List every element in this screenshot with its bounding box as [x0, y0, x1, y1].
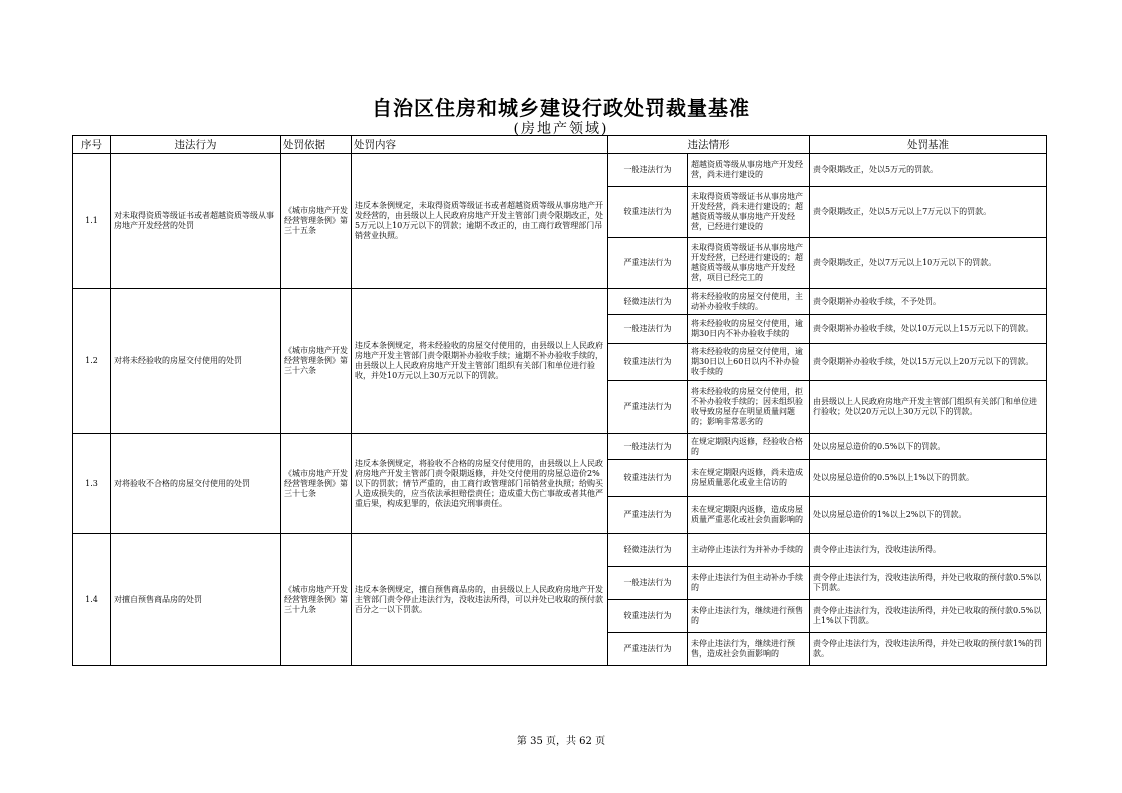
circumstance-text: 将未经验收的房屋交付使用，拒不补办验收手续的；因未组织验收导致房屋存在明显质量问题的；影响非常恶劣的	[691, 387, 803, 426]
standard-cell: 处以房屋总造价的0.5%以下的罚款。	[810, 434, 1047, 460]
circumstance-cell	[688, 187, 810, 238]
basis-cell: 《城市房地产开发经营管理条例》第三十七条	[281, 434, 352, 534]
violation-cell: 对擅自预售商品房的处罚	[111, 534, 281, 666]
standard-cell: 责令限期补办验收手续，处以15万元以上20万元以下的罚款。	[810, 344, 1047, 381]
standard-cell: 责令停止违法行为，没收违法所得，并处已收取的预付款1%的罚款。	[810, 633, 1047, 666]
circumstance-cell	[688, 633, 810, 666]
page-footer: 第 35 页，共 62 页	[516, 736, 606, 747]
circumstance-text: 未在规定期限内返修，造成房屋质量严重恶化或社会负面影响的	[691, 505, 803, 524]
circumstance-cell	[688, 497, 810, 534]
basis-cell: 《城市房地产开发经营管理条例》第三十九条	[281, 534, 352, 666]
standard-cell: 责令限期改正，处以5万元的罚款。	[810, 154, 1047, 187]
table-row	[73, 534, 1047, 567]
severity-cell: 严重违法行为	[608, 497, 688, 534]
header-num: 序号	[73, 136, 111, 154]
violation-cell: 对将验收不合格的房屋交付使用的处罚	[111, 434, 281, 534]
header-basis: 处罚依据	[281, 136, 352, 154]
severity-cell: 一般违法行为	[608, 154, 688, 187]
circumstance-cell	[688, 344, 810, 381]
severity-cell: 较重违法行为	[608, 460, 688, 497]
standard-cell: 责令停止违法行为，没收违法所得，并处已收取的预付款0.5%以上1%以下罚款。	[810, 600, 1047, 633]
circumstance-cell	[688, 534, 810, 567]
circumstance-cell	[688, 567, 810, 600]
basis-cell: 《城市房地产开发经营管理条例》第三十五条	[281, 154, 352, 289]
violation-cell: 对未取得资质等级证书或者超越资质等级从事房地产开发经营的处罚	[111, 154, 281, 289]
circumstance-text: 主动停止违法行为并补办手续的	[691, 545, 803, 554]
circumstance-text: 将未经验收的房屋交付使用，主动补办验收手续的。	[691, 291, 803, 311]
standard-cell: 责令限期改正，处以7万元以上10万元以下的罚款。	[810, 238, 1047, 289]
penalty-standard-table	[72, 135, 1047, 666]
circumstance-text: 未停止违法行为，继续进行预售，造成社会负面影响的	[691, 639, 795, 658]
standard-cell: 责令限期补办验收手续，不予处罚。	[810, 289, 1047, 315]
document-subtitle: (房地产领域)	[513, 121, 609, 137]
circumstance-text: 未停止违法行为，继续进行预售的	[691, 606, 803, 625]
content-cell: 违反本条例规定，擅自预售商品房的，由县级以上人民政府房地产开发主管部门责令停止违法行为，没收违法所得，可以并处已收取的预付款百分之一以下罚款。	[352, 534, 608, 666]
table-header-row	[73, 136, 1047, 154]
circumstance-text: 超越资质等级从事房地产开发经营，尚未进行建设的	[691, 160, 803, 179]
severity-cell: 一般违法行为	[608, 567, 688, 600]
circumstance-text: 未取得资质等级证书从事房地产开发经营，已经进行建设的；超越资质等级从事房地产开发经营，项目已经完工的	[691, 243, 803, 282]
severity-cell: 较重违法行为	[608, 344, 688, 381]
row-num: 1.3	[73, 434, 111, 534]
document-title: 自治区住房和城乡建设行政处罚裁量基准	[372, 96, 750, 120]
circumstance-cell	[688, 460, 810, 497]
row-num: 1.2	[73, 289, 111, 434]
content-cell: 违反本条例规定，将未经验收的房屋交付使用的，由县级以上人民政府房地产开发主管部门责令限期补办验收手续；逾期不补办验收手续的，由县级以上人民政府房地产开发主管部门组织有关部门和单位进行验收，并处10万元以上30万元以下的罚款。	[352, 289, 608, 434]
circumstance-text: 未在规定期限内返修，尚未造成房屋质量恶化或业主信访的	[691, 468, 803, 487]
circumstance-cell	[688, 238, 810, 289]
standard-cell: 责令限期改正，处以5万元以上7万元以下的罚款。	[810, 187, 1047, 238]
circumstance-cell	[688, 154, 810, 187]
severity-cell: 较重违法行为	[608, 600, 688, 633]
severity-cell: 严重违法行为	[608, 381, 688, 434]
severity-cell: 严重违法行为	[608, 238, 688, 289]
circumstance-cell	[688, 289, 810, 315]
circumstance-cell	[688, 600, 810, 633]
circumstance-cell	[688, 315, 810, 344]
header-violation: 违法行为	[111, 136, 281, 154]
table-row	[73, 154, 1047, 187]
severity-cell: 轻微违法行为	[608, 534, 688, 567]
standard-cell: 处以房屋总造价的1%以上2%以下的罚款。	[810, 497, 1047, 534]
violation-cell: 对将未经验收的房屋交付使用的处罚	[111, 289, 281, 434]
circumstance-text: 将未经验收的房屋交付使用，逾期30日以上60日以内不补办验收手续的	[691, 347, 803, 376]
severity-cell: 一般违法行为	[608, 434, 688, 460]
header-content: 处罚内容	[352, 136, 608, 154]
severity-cell: 严重违法行为	[608, 633, 688, 666]
circumstance-cell	[688, 381, 810, 434]
table-row	[73, 434, 1047, 460]
row-num: 1.1	[73, 154, 111, 289]
row-num: 1.4	[73, 534, 111, 666]
circumstance-text: 未停止违法行为但主动补办手续的	[691, 573, 803, 592]
circumstance-text: 未取得资质等级证书从事房地产开发经营，尚未进行建设的；超越资质等级从事房地产开发经营，已经进行建设的	[691, 192, 803, 231]
standard-cell: 责令限期补办验收手续，处以10万元以上15万元以下的罚款。	[810, 315, 1047, 344]
header-standard: 处罚基准	[810, 136, 1047, 154]
standard-cell: 由县级以上人民政府房地产开发主管部门组织有关部门和单位进行验收；处以20万元以上30万元以下的罚款。	[810, 381, 1047, 434]
circumstance-cell	[688, 434, 810, 460]
header-circumstance: 违法情形	[608, 136, 810, 154]
severity-cell: 较重违法行为	[608, 187, 688, 238]
circumstance-text: 在规定期限内返修，经验收合格的	[691, 436, 803, 456]
severity-cell: 一般违法行为	[608, 315, 688, 344]
table-row	[73, 289, 1047, 315]
basis-cell: 《城市房地产开发经营管理条例》第三十六条	[281, 289, 352, 434]
standard-cell: 责令停止违法行为，没收违法所得，并处已收取的预付款0.5%以下罚款。	[810, 567, 1047, 600]
standard-cell: 责令停止违法行为，没收违法所得。	[810, 534, 1047, 567]
content-cell: 违反本条例规定，未取得资质等级证书或者超越资质等级从事房地产开发经营的，由县级以上人民政府房地产开发主管部门责令限期改正，处5万元以上10万元以下的罚款；逾期不改正的，由工商行政管理部门吊销营业执照。	[352, 154, 608, 289]
content-cell: 违反本条例规定，将验收不合格的房屋交付使用的，由县级以上人民政府房地产开发主管部门责令限期返修，并处交付使用的房屋总造价2%以下的罚款；情节严重的，由工商行政管理部门吊销营业执照；给购买人造成损失的，应当依法承担赔偿责任；造成重大伤亡事故或者其他严重后果，构成犯罪的，依法追究刑事责任。	[352, 434, 608, 534]
severity-cell: 轻微违法行为	[608, 289, 688, 315]
circumstance-text: 将未经验收的房屋交付使用，逾期30日内不补办验收手续的	[691, 319, 803, 338]
standard-cell: 处以房屋总造价的0.5%以上1%以下的罚款。	[810, 460, 1047, 497]
